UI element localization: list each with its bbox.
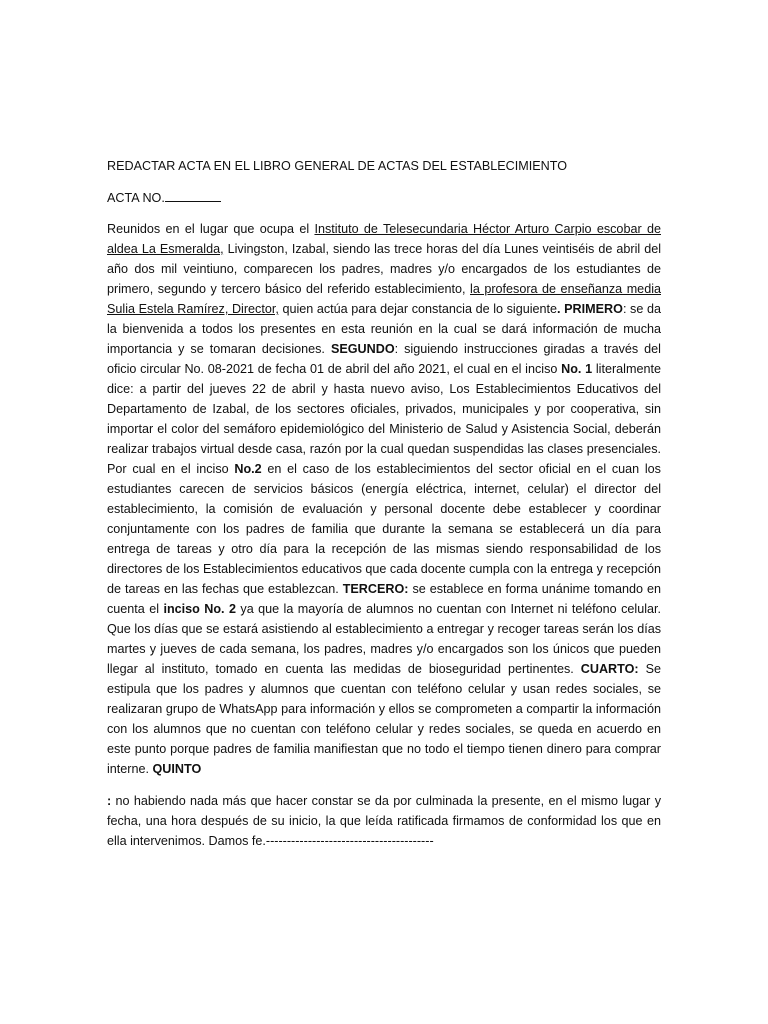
document-content — [107, 156, 661, 851]
body-text: quien actúa para dejar constancia de lo siguiente — [278, 302, 558, 316]
institution-name: Instituto de Telesecundaria Héctor Arturo Carpio escobar de aldea La Esmeralda, — [107, 222, 661, 256]
body-text: ya que la mayoría de alumnos no cuentan con Internet ni teléfono celular. Que los días que se estará asistiendo al establecimiento a entregar y recoger tareas serán los días martes y jueves de cada semana, los padres, madres y/o encargados son los únicos que pueden llegar al instituto, tomado en cuenta las medidas de bioseguridad pertinentes. — [107, 602, 661, 676]
acta-number-blank — [165, 187, 221, 202]
acta-number-label: ACTA NO. — [107, 191, 165, 205]
segundo-label: SEGUNDO — [330, 342, 395, 356]
body-text: literalmente dice: a partir del jueves 22 de abril y hasta nuevo aviso, Los Establecimientos Educativos del Departamento de Izabal, de los sectores oficiales, privados, municipales y por cooperativa, sin importar el color del semáforo epidemiológico del Ministerio de Salud y Asistencia Social, deberán realizar trabajos virtual desde casa, razón por la cual quedan suspendidas las clases presenciales. Por cual en el inciso — [107, 362, 661, 476]
body-text: Livingston, Izabal, siendo las trece horas del día Lunes veintiséis de abril del año dos mil veintiuno, comparecen los padres, madres y/o encargados de los estudiantes de primero, segundo y tercero básico del referido establecimiento, — [107, 242, 661, 296]
body-text: en el caso de los establecimientos del sector oficial en el cuan los estudiantes carecen de servicios básicos (energía eléctrica, internet, celular) el director del establecimiento, la comisión de evaluación y personal docente debe establecer y coordinar conjuntamente con los padres de familia que durante la semana se establecerá un día para entrega de tareas y otro día para la recepción de las mismas siendo responsabilidad de los directores de los Establecimientos educativos que cada docente cumpla con la entrega y recepción de tareas en las fechas que establezcan. — [107, 462, 661, 596]
document-title: REDACTAR ACTA EN EL LIBRO GENERAL DE ACTAS DEL ESTABLECIMIENTO — [107, 159, 568, 173]
body-text: Se estipula que los padres y alumnos que cuentan con teléfono celular y usan redes sociales, se realizaran grupo de WhatsApp para información y ellos se comprometen a compartir la información con los alumnos que no cuentan con teléfono celular y redes sociales, se queda en acuerdo en este punto porque padres de familia manifiestan que no todo el tiempo tienen dinero para comprar interne. — [107, 662, 661, 776]
acta-body-paragraph — [107, 219, 661, 779]
body-text: : se da la bienvenida a todos los presentes en esta reunión en la cual se dará información de mucha importancia y se tomaran decisiones. — [107, 302, 661, 356]
director-name: la profesora de enseñanza media Sulia Estela Ramírez, Director, — [107, 282, 661, 316]
body-text: se establece en forma unánime tomando en cuenta el — [107, 582, 662, 616]
inciso-2-label: inciso No. 2 — [163, 602, 236, 616]
body-text: : siguiendo instrucciones giradas a través del oficio circular No. 08-2021 de fecha 01 de abril del año 2021, el cual en el inciso — [107, 342, 661, 376]
body-text: Reunidos en el lugar que ocupa el — [107, 222, 315, 236]
quinto-label: QUINTO — [152, 762, 202, 776]
tercero-label: TERCERO: — [342, 582, 409, 596]
closing-paragraph — [107, 791, 661, 851]
cuarto-label: CUARTO: — [580, 662, 639, 676]
primero-label: . PRIMERO — [557, 302, 623, 316]
inciso-no2-label: No.2 — [234, 462, 262, 476]
inciso-no1-label: No. 1 — [561, 362, 593, 376]
acta-number-line — [107, 187, 661, 208]
closing-colon: : — [107, 794, 112, 808]
closing-text: no habiendo nada más que hacer constar se da por culminada la presente, en el mismo lugar y fecha, una hora después de su inicio, la que leída ratificada firmamos de conformidad los que en ella intervenimos. Damos fe.---------------------------------------- — [107, 794, 661, 848]
